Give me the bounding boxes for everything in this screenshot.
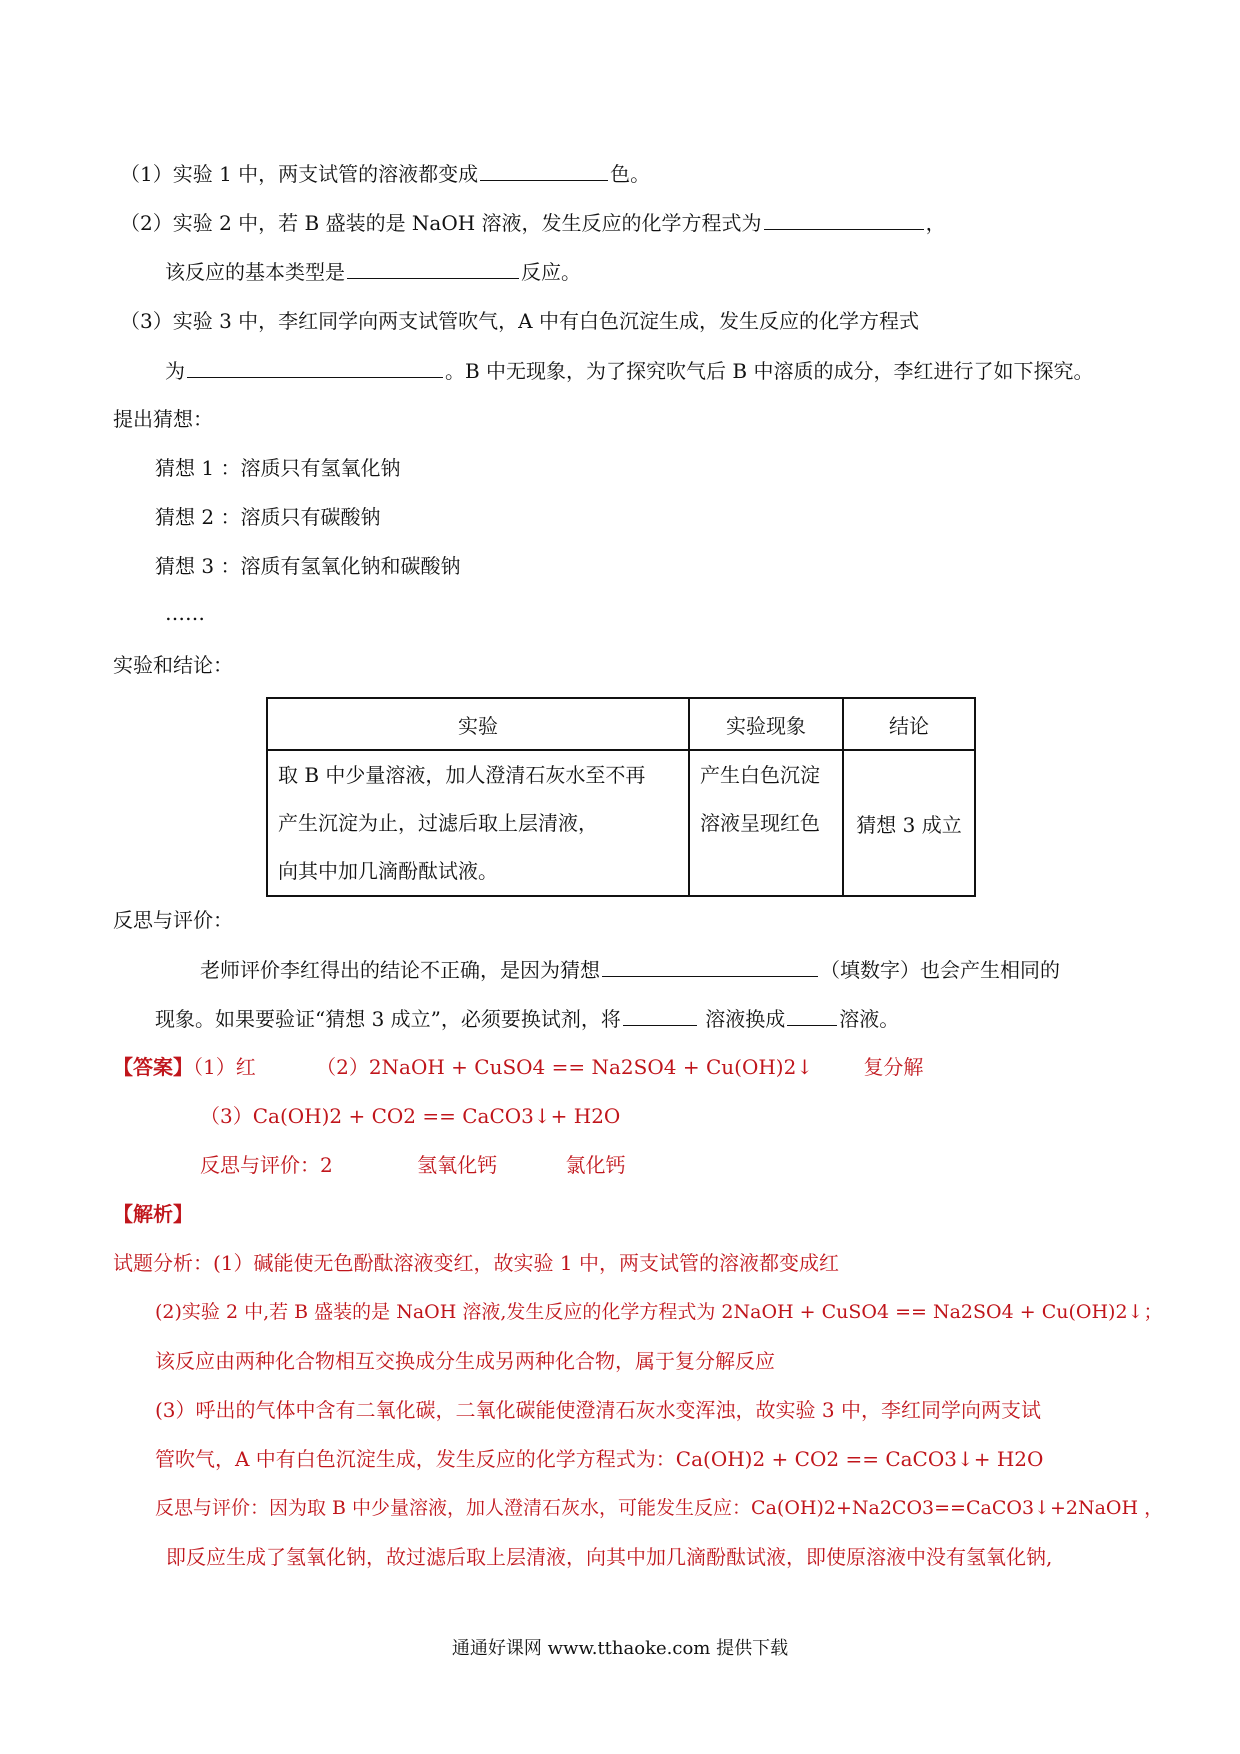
answer-reflection-c: 氯化钙 bbox=[565, 1153, 626, 1177]
experiment-heading: 实验和结论： bbox=[113, 653, 233, 677]
header-phenomenon: 实验现象 bbox=[689, 698, 843, 750]
table-row bbox=[267, 750, 975, 896]
reflection-heading: 反思与评价： bbox=[113, 908, 233, 932]
q1-blank[interactable] bbox=[480, 160, 608, 181]
reflection-line1-prefix: 老师评价李红得出的结论不正确，是因为猜想 bbox=[200, 958, 600, 982]
experiment-table bbox=[266, 697, 976, 897]
q2-line2-suffix: 反应。 bbox=[521, 260, 581, 284]
table-header-row bbox=[267, 698, 975, 750]
question-3: （3）实验 3 中，李红同学向两支试管吹气，A 中有白色沉淀生成，发生反应的化学方程式 bbox=[120, 309, 919, 333]
guess-ellipsis: …… bbox=[165, 601, 205, 625]
guess-item-1: 猜想 1 ：溶质只有氢氧化钠 bbox=[155, 456, 401, 480]
reflection-line2-b: 溶液换成 bbox=[705, 1007, 786, 1031]
experiment-steps bbox=[267, 750, 689, 896]
analysis-p4: (3）呼出的气体中含有二氧化碳，二氧化碳能使澄清石灰水变浑浊，故实验 3 中，李红同学向两支试 bbox=[155, 1398, 1041, 1422]
answer-2-type: 复分解 bbox=[863, 1055, 924, 1079]
q1-prefix: （1）实验 1 中，两支试管的溶液都变成 bbox=[120, 162, 479, 186]
analysis-p6: 反思与评价：因为取 B 中少量溶液，加人澄清石灰水，可能发生反应：Ca(OH)2+Na2CO3==CaCO3↓+2NaOH ， bbox=[155, 1497, 1164, 1519]
answer-line-2: （3）Ca(OH)2 + CO2 == CaCO3↓+ H2O bbox=[200, 1104, 621, 1128]
analysis-p3: 该反应由两种化合物相互交换成分生成另两种化合物，属于复分解反应 bbox=[155, 1349, 775, 1373]
q2-prefix: （2）实验 2 中，若 B 盛装的是 NaOH 溶液，发生反应的化学方程式为 bbox=[120, 211, 762, 235]
analysis-label: 【解析】 bbox=[113, 1202, 193, 1226]
answer-reflection-b: 氢氧化钙 bbox=[417, 1153, 498, 1177]
answer-line-3 bbox=[200, 1152, 625, 1178]
header-conclusion: 结论 bbox=[843, 698, 975, 750]
q2-suffix: ， bbox=[925, 211, 946, 235]
analysis-p5: 管吹气，A 中有白色沉淀生成，发生反应的化学方程式为：Ca(OH)2 + CO2 == CaCO3↓+ H2O bbox=[155, 1447, 1044, 1471]
question-2 bbox=[120, 209, 946, 236]
step-line-1: 取 B 中少量溶液，加人澄清石灰水至不再 bbox=[278, 763, 646, 787]
answer-line-1 bbox=[113, 1054, 923, 1080]
guess-heading: 提出猜想： bbox=[113, 407, 213, 431]
step-line-2: 产生沉淀为止，过滤后取上层清液， bbox=[278, 811, 598, 835]
q3-line2-suffix: 。B 中无现象，为了探究吹气后 B 中溶质的成分，李红进行了如下探究。 bbox=[445, 359, 1094, 383]
question-3-line-2 bbox=[165, 357, 1093, 384]
phenomenon-2: 溶液呈现红色 bbox=[700, 811, 820, 835]
answer-reflection: 反思与评价：2 bbox=[200, 1153, 333, 1177]
reflection-number-blank[interactable] bbox=[602, 956, 818, 977]
reflection-line-1 bbox=[200, 956, 1060, 983]
guess-item-2: 猜想 2 ：溶质只有碳酸钠 bbox=[155, 505, 381, 529]
q3-equation-blank[interactable] bbox=[187, 357, 443, 378]
analysis-p2: (2)实验 2 中,若 B 盛装的是 NaOH 溶液,发生反应的化学方程式为 2NaOH + CuSO4 == Na2SO4 + Cu(OH)2↓； bbox=[155, 1301, 1163, 1323]
reflection-line2-c: 溶液。 bbox=[839, 1007, 900, 1031]
header-experiment: 实验 bbox=[267, 698, 689, 750]
analysis-p7: 即反应生成了氢氧化钠，故过滤后取上层清液，向其中加几滴酚酞试液，即使原溶液中没有氢氧化钠, bbox=[166, 1545, 1053, 1569]
experiment-conclusion: 猜想 3 成立 bbox=[843, 750, 975, 896]
step-line-3: 向其中加几滴酚酞试液。 bbox=[278, 859, 498, 883]
question-2-line-2 bbox=[165, 258, 581, 285]
reflection-line2-a: 现象。如果要验证“猜想 3 成立”，必须要换试剂，将 bbox=[155, 1007, 621, 1031]
question-1 bbox=[120, 160, 650, 187]
q2-equation-blank[interactable] bbox=[764, 209, 924, 230]
reflection-line-2 bbox=[155, 1005, 899, 1032]
phenomenon-1: 产生白色沉淀 bbox=[700, 763, 820, 787]
q2-line2-prefix: 该反应的基本类型是 bbox=[165, 260, 345, 284]
page-footer: 通通好课网 www.tthaoke.com 提供下载 bbox=[451, 1638, 789, 1659]
reflection-line1-suffix: （填数字）也会产生相同的 bbox=[820, 958, 1060, 982]
guess-item-3: 猜想 3 ：溶质有氢氧化钠和碳酸钠 bbox=[155, 554, 461, 578]
q1-suffix: 色。 bbox=[610, 162, 651, 186]
analysis-p1: 试题分析：(1）碱能使无色酚酞溶液变红，故实验 1 中，两支试管的溶液都变成红 bbox=[113, 1251, 839, 1275]
answer-2: （2）2NaOH + CuSO4 == Na2SO4 + Cu(OH)2↓ bbox=[316, 1055, 814, 1079]
experiment-phenomena bbox=[689, 750, 843, 896]
answer-1: （1）红 bbox=[193, 1055, 256, 1079]
reflection-reagent-blank-2[interactable] bbox=[787, 1005, 837, 1026]
answer-label: 【答案】 bbox=[113, 1055, 193, 1079]
q2-type-blank[interactable] bbox=[347, 258, 519, 279]
reflection-reagent-blank-1[interactable] bbox=[623, 1005, 697, 1026]
q3-line2-prefix: 为 bbox=[165, 359, 185, 383]
